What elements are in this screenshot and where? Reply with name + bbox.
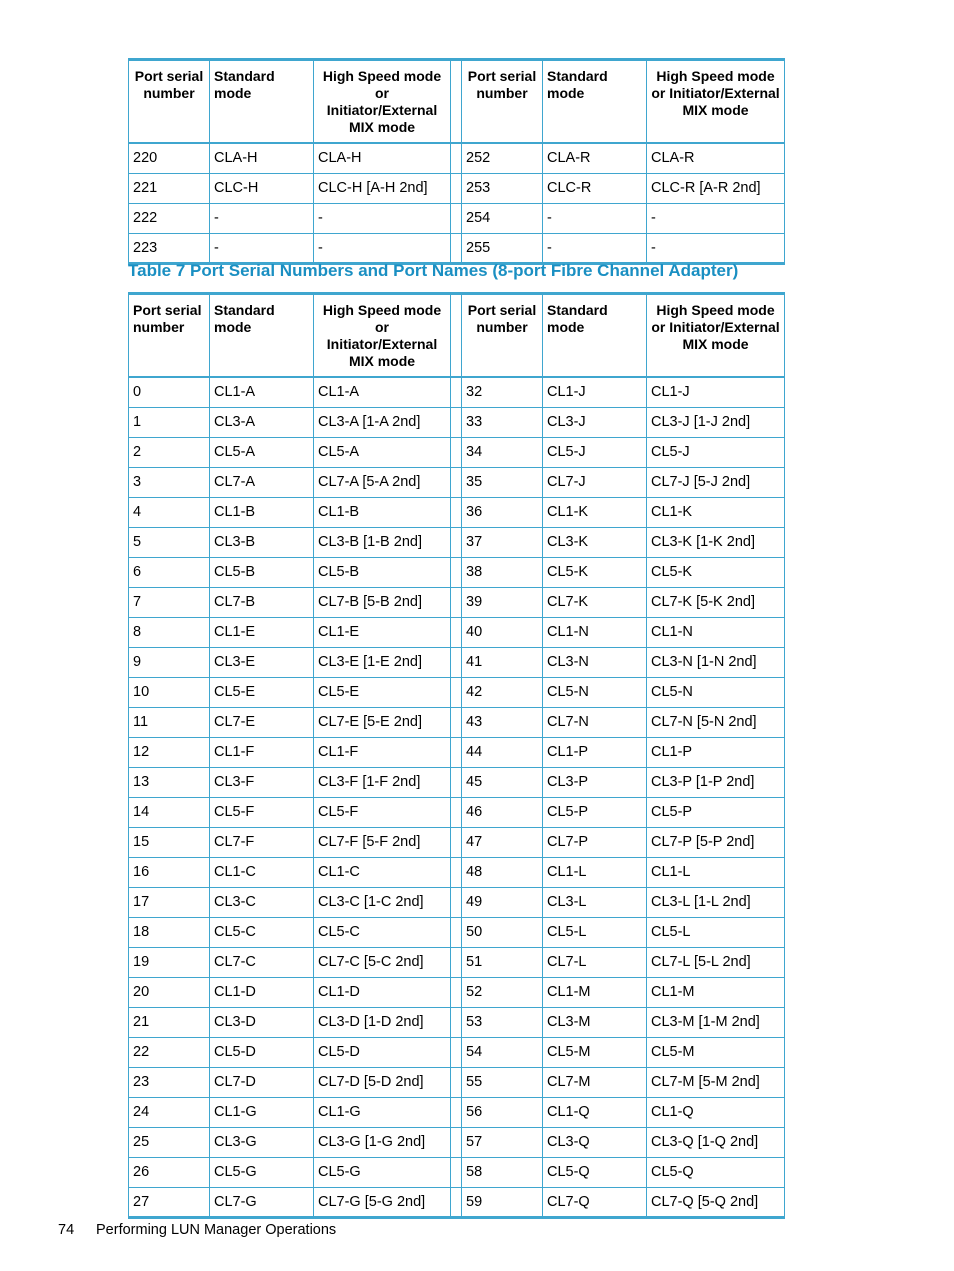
standard-mode-cell: CL5-E	[210, 677, 314, 707]
table-row	[129, 143, 785, 173]
high-speed-mode-cell: CL5-G	[314, 1157, 451, 1187]
table-row	[129, 233, 785, 263]
port-serial-cell: 16	[129, 857, 210, 887]
standard-mode-cell: CL3-N	[543, 647, 647, 677]
column-gap	[451, 407, 462, 437]
port-serial-cell: 58	[462, 1157, 543, 1187]
table-row	[129, 437, 785, 467]
header-port-serial: Port serial number	[129, 60, 210, 144]
section-title: Performing LUN Manager Operations	[96, 1222, 337, 1238]
port-serial-cell: 5	[129, 527, 210, 557]
standard-mode-cell: -	[543, 203, 647, 233]
column-gap	[451, 857, 462, 887]
table-row	[129, 1187, 785, 1217]
high-speed-mode-cell: CL7-K [5-K 2nd]	[647, 587, 785, 617]
port-serial-cell: 32	[462, 377, 543, 407]
high-speed-mode-cell: CL5-D	[314, 1037, 451, 1067]
port-serial-cell: 253	[462, 173, 543, 203]
standard-mode-cell: CL1-L	[543, 857, 647, 887]
column-gap	[451, 467, 462, 497]
standard-mode-cell: CL3-J	[543, 407, 647, 437]
standard-mode-cell: CL7-K	[543, 587, 647, 617]
high-speed-mode-cell: CL3-M [1-M 2nd]	[647, 1007, 785, 1037]
table-row	[129, 767, 785, 797]
standard-mode-cell: CL1-F	[210, 737, 314, 767]
port-serial-cell: 48	[462, 857, 543, 887]
standard-mode-cell: CL5-M	[543, 1037, 647, 1067]
high-speed-mode-cell: -	[647, 203, 785, 233]
standard-mode-cell: CL1-E	[210, 617, 314, 647]
table-row	[129, 407, 785, 437]
port-serial-cell: 18	[129, 917, 210, 947]
standard-mode-cell: CL3-P	[543, 767, 647, 797]
column-gap	[451, 617, 462, 647]
port-serial-cell: 35	[462, 467, 543, 497]
column-gap	[451, 977, 462, 1007]
standard-mode-cell: CL5-A	[210, 437, 314, 467]
standard-mode-cell: CL1-P	[543, 737, 647, 767]
high-speed-mode-cell: CLC-R [A-R 2nd]	[647, 173, 785, 203]
table-row	[129, 677, 785, 707]
port-serial-cell: 15	[129, 827, 210, 857]
page-footer	[58, 1222, 336, 1238]
port-serial-cell: 38	[462, 557, 543, 587]
standard-mode-cell: CL3-B	[210, 527, 314, 557]
port-serial-cell: 43	[462, 707, 543, 737]
port-serial-cell: 39	[462, 587, 543, 617]
high-speed-mode-cell: CL7-E [5-E 2nd]	[314, 707, 451, 737]
standard-mode-cell: CL1-M	[543, 977, 647, 1007]
high-speed-mode-cell: CL7-Q [5-Q 2nd]	[647, 1187, 785, 1217]
table-body	[129, 377, 785, 1217]
column-gap	[451, 143, 462, 173]
standard-mode-cell: CL7-N	[543, 707, 647, 737]
port-serial-cell: 54	[462, 1037, 543, 1067]
standard-mode-cell: -	[210, 203, 314, 233]
port-serial-cell: 6	[129, 557, 210, 587]
table-row	[129, 587, 785, 617]
port-serial-cell: 17	[129, 887, 210, 917]
column-gap	[451, 647, 462, 677]
header-standard-mode: Standard mode	[543, 294, 647, 378]
high-speed-mode-cell: CL7-P [5-P 2nd]	[647, 827, 785, 857]
port-serial-cell: 223	[129, 233, 210, 263]
high-speed-mode-cell: CL3-L [1-L 2nd]	[647, 887, 785, 917]
standard-mode-cell: CL3-C	[210, 887, 314, 917]
port-serial-cell: 41	[462, 647, 543, 677]
high-speed-mode-cell: CL5-M	[647, 1037, 785, 1067]
high-speed-mode-cell: CL1-K	[647, 497, 785, 527]
header-port-serial: Port serial number	[462, 60, 543, 144]
standard-mode-cell: CL5-D	[210, 1037, 314, 1067]
table-row	[129, 947, 785, 977]
port-serial-cell: 34	[462, 437, 543, 467]
table-row	[129, 467, 785, 497]
port-serial-cell: 1	[129, 407, 210, 437]
header-high-speed-mode: High Speed mode or Initiator/External MIX mode	[647, 294, 785, 378]
table-row	[129, 1067, 785, 1097]
high-speed-mode-cell: CLA-R	[647, 143, 785, 173]
standard-mode-cell: CL5-Q	[543, 1157, 647, 1187]
standard-mode-cell: CLA-H	[210, 143, 314, 173]
standard-mode-cell: CL3-E	[210, 647, 314, 677]
port-serial-cell: 11	[129, 707, 210, 737]
table-row	[129, 617, 785, 647]
port-serial-cell: 221	[129, 173, 210, 203]
high-speed-mode-cell: CL7-L [5-L 2nd]	[647, 947, 785, 977]
standard-mode-cell: CL5-N	[543, 677, 647, 707]
high-speed-mode-cell: CL5-F	[314, 797, 451, 827]
standard-mode-cell: CL1-Q	[543, 1097, 647, 1127]
column-gap	[451, 437, 462, 467]
column-gap	[451, 947, 462, 977]
standard-mode-cell: CL7-M	[543, 1067, 647, 1097]
column-gap	[451, 767, 462, 797]
high-speed-mode-cell: CL3-E [1-E 2nd]	[314, 647, 451, 677]
table-row	[129, 887, 785, 917]
table-row	[129, 917, 785, 947]
standard-mode-cell: CL3-Q	[543, 1127, 647, 1157]
high-speed-mode-cell: CL3-F [1-F 2nd]	[314, 767, 451, 797]
standard-mode-cell: CL3-A	[210, 407, 314, 437]
table-header-row	[129, 60, 785, 144]
high-speed-mode-cell: CL7-J [5-J 2nd]	[647, 467, 785, 497]
port-serial-cell: 26	[129, 1157, 210, 1187]
header-port-serial: Port serial number	[462, 294, 543, 378]
table-row	[129, 377, 785, 407]
column-gap	[451, 497, 462, 527]
table-row	[129, 557, 785, 587]
high-speed-mode-cell: CL7-F [5-F 2nd]	[314, 827, 451, 857]
column-gap	[451, 887, 462, 917]
port-serial-cell: 12	[129, 737, 210, 767]
port-serial-cell: 22	[129, 1037, 210, 1067]
table-row	[129, 527, 785, 557]
table-row	[129, 1097, 785, 1127]
table-row	[129, 1007, 785, 1037]
port-serial-cell: 9	[129, 647, 210, 677]
high-speed-mode-cell: CL5-E	[314, 677, 451, 707]
high-speed-mode-cell: CL3-C [1-C 2nd]	[314, 887, 451, 917]
column-gap	[451, 173, 462, 203]
port-serial-cell: 3	[129, 467, 210, 497]
high-speed-mode-cell: CL5-K	[647, 557, 785, 587]
high-speed-mode-cell: CLC-H [A-H 2nd]	[314, 173, 451, 203]
column-gap	[451, 1157, 462, 1187]
standard-mode-cell: CL5-F	[210, 797, 314, 827]
port-serial-cell: 2	[129, 437, 210, 467]
port-serial-cell: 33	[462, 407, 543, 437]
high-speed-mode-cell: CL1-C	[314, 857, 451, 887]
high-speed-mode-cell: CL3-G [1-G 2nd]	[314, 1127, 451, 1157]
standard-mode-cell: CL3-F	[210, 767, 314, 797]
high-speed-mode-cell: CL7-N [5-N 2nd]	[647, 707, 785, 737]
table-body	[129, 143, 785, 263]
port-serial-cell: 20	[129, 977, 210, 1007]
table-row	[129, 497, 785, 527]
standard-mode-cell: CL5-K	[543, 557, 647, 587]
port-serial-cell: 47	[462, 827, 543, 857]
standard-mode-cell: CL3-D	[210, 1007, 314, 1037]
port-serial-cell: 40	[462, 617, 543, 647]
port-serial-cell: 25	[129, 1127, 210, 1157]
standard-mode-cell: CL7-D	[210, 1067, 314, 1097]
standard-mode-cell: CL7-Q	[543, 1187, 647, 1217]
high-speed-mode-cell: CL3-P [1-P 2nd]	[647, 767, 785, 797]
port-serial-cell: 19	[129, 947, 210, 977]
standard-mode-cell: CL1-K	[543, 497, 647, 527]
high-speed-mode-cell: CL1-B	[314, 497, 451, 527]
port-serial-cell: 24	[129, 1097, 210, 1127]
column-gap	[451, 1127, 462, 1157]
column-gap	[451, 377, 462, 407]
high-speed-mode-cell: CL1-N	[647, 617, 785, 647]
standard-mode-cell: CL7-J	[543, 467, 647, 497]
high-speed-mode-cell: CL7-D [5-D 2nd]	[314, 1067, 451, 1097]
standard-mode-cell: CL1-D	[210, 977, 314, 1007]
table-row	[129, 977, 785, 1007]
high-speed-mode-cell: CL1-G	[314, 1097, 451, 1127]
port-serial-cell: 254	[462, 203, 543, 233]
column-gap	[451, 827, 462, 857]
high-speed-mode-cell: CLA-H	[314, 143, 451, 173]
standard-mode-cell: CL7-A	[210, 467, 314, 497]
standard-mode-cell: -	[543, 233, 647, 263]
standard-mode-cell: CL7-C	[210, 947, 314, 977]
port-table-8-port	[128, 292, 785, 1219]
table-row	[129, 737, 785, 767]
high-speed-mode-cell: CL1-J	[647, 377, 785, 407]
high-speed-mode-cell: CL5-N	[647, 677, 785, 707]
standard-mode-cell: CL3-K	[543, 527, 647, 557]
standard-mode-cell: CL1-G	[210, 1097, 314, 1127]
column-gap	[451, 527, 462, 557]
table-row	[129, 827, 785, 857]
port-serial-cell: 46	[462, 797, 543, 827]
port-serial-cell: 55	[462, 1067, 543, 1097]
standard-mode-cell: CL7-B	[210, 587, 314, 617]
port-serial-cell: 222	[129, 203, 210, 233]
port-serial-cell: 37	[462, 527, 543, 557]
high-speed-mode-cell: CL7-A [5-A 2nd]	[314, 467, 451, 497]
port-serial-cell: 59	[462, 1187, 543, 1217]
high-speed-mode-cell: CL3-A [1-A 2nd]	[314, 407, 451, 437]
port-serial-cell: 49	[462, 887, 543, 917]
table-caption: Table 7 Port Serial Numbers and Port Names (8-port Fibre Channel Adapter)	[128, 261, 739, 280]
table-row	[129, 1157, 785, 1187]
column-gap	[451, 557, 462, 587]
column-gap	[451, 1067, 462, 1097]
header-standard-mode: Standard mode	[210, 294, 314, 378]
standard-mode-cell: CL7-L	[543, 947, 647, 977]
table-row	[129, 1037, 785, 1067]
column-gap	[451, 1037, 462, 1067]
port-serial-cell: 14	[129, 797, 210, 827]
header-standard-mode: Standard mode	[543, 60, 647, 144]
standard-mode-cell: CL7-E	[210, 707, 314, 737]
high-speed-mode-cell: CL5-L	[647, 917, 785, 947]
standard-mode-cell: CL3-G	[210, 1127, 314, 1157]
header-high-speed-mode: High Speed mode or Initiator/External MIX mode	[314, 60, 451, 144]
port-serial-cell: 23	[129, 1067, 210, 1097]
standard-mode-cell: CLA-R	[543, 143, 647, 173]
high-speed-mode-cell: CL3-Q [1-Q 2nd]	[647, 1127, 785, 1157]
table-row	[129, 797, 785, 827]
table-row	[129, 173, 785, 203]
standard-mode-cell: CL7-F	[210, 827, 314, 857]
port-serial-cell: 7	[129, 587, 210, 617]
port-serial-cell: 0	[129, 377, 210, 407]
column-gap	[451, 737, 462, 767]
port-serial-cell: 57	[462, 1127, 543, 1157]
port-serial-cell: 27	[129, 1187, 210, 1217]
high-speed-mode-cell: CL3-B [1-B 2nd]	[314, 527, 451, 557]
standard-mode-cell: CL7-G	[210, 1187, 314, 1217]
port-serial-cell: 52	[462, 977, 543, 1007]
table-row	[129, 707, 785, 737]
high-speed-mode-cell: CL7-M [5-M 2nd]	[647, 1067, 785, 1097]
high-speed-mode-cell: CL1-L	[647, 857, 785, 887]
port-serial-cell: 36	[462, 497, 543, 527]
column-gap	[451, 677, 462, 707]
column-gap	[451, 203, 462, 233]
header-high-speed-mode: High Speed mode or Initiator/External MIX mode	[647, 60, 785, 144]
column-gap	[451, 1097, 462, 1127]
high-speed-mode-cell: CL5-B	[314, 557, 451, 587]
high-speed-mode-cell: CL5-C	[314, 917, 451, 947]
high-speed-mode-cell: -	[647, 233, 785, 263]
high-speed-mode-cell: CL3-D [1-D 2nd]	[314, 1007, 451, 1037]
standard-mode-cell: CL1-C	[210, 857, 314, 887]
column-gap	[451, 797, 462, 827]
port-serial-cell: 10	[129, 677, 210, 707]
column-gap	[451, 233, 462, 263]
standard-mode-cell: CL1-J	[543, 377, 647, 407]
port-table-continued	[128, 58, 785, 265]
column-gap	[451, 707, 462, 737]
table-row	[129, 857, 785, 887]
port-serial-cell: 45	[462, 767, 543, 797]
high-speed-mode-cell: CL5-P	[647, 797, 785, 827]
standard-mode-cell: CL1-N	[543, 617, 647, 647]
header-port-serial: Port serial number	[129, 294, 210, 378]
port-serial-cell: 21	[129, 1007, 210, 1037]
table-row	[129, 1127, 785, 1157]
standard-mode-cell: CL1-B	[210, 497, 314, 527]
high-speed-mode-cell: CL1-A	[314, 377, 451, 407]
port-serial-cell: 56	[462, 1097, 543, 1127]
high-speed-mode-cell: -	[314, 203, 451, 233]
column-gap	[451, 1187, 462, 1217]
high-speed-mode-cell: CL3-K [1-K 2nd]	[647, 527, 785, 557]
port-serial-cell: 255	[462, 233, 543, 263]
column-gap	[451, 294, 462, 378]
standard-mode-cell: CL5-P	[543, 797, 647, 827]
column-gap	[451, 587, 462, 617]
high-speed-mode-cell: CL5-A	[314, 437, 451, 467]
high-speed-mode-cell: CL1-P	[647, 737, 785, 767]
high-speed-mode-cell: CL1-Q	[647, 1097, 785, 1127]
column-gap	[451, 60, 462, 144]
table-row	[129, 647, 785, 677]
high-speed-mode-cell: CL3-J [1-J 2nd]	[647, 407, 785, 437]
port-serial-cell: 44	[462, 737, 543, 767]
high-speed-mode-cell: CL7-G [5-G 2nd]	[314, 1187, 451, 1217]
port-serial-cell: 50	[462, 917, 543, 947]
header-high-speed-mode: High Speed mode or Initiator/External MIX mode	[314, 294, 451, 378]
table-row	[129, 203, 785, 233]
standard-mode-cell: CL5-L	[543, 917, 647, 947]
port-serial-cell: 13	[129, 767, 210, 797]
standard-mode-cell: CL3-L	[543, 887, 647, 917]
port-serial-cell: 42	[462, 677, 543, 707]
standard-mode-cell: CLC-R	[543, 173, 647, 203]
port-serial-cell: 8	[129, 617, 210, 647]
high-speed-mode-cell: CL3-N [1-N 2nd]	[647, 647, 785, 677]
page-number: 74	[58, 1222, 75, 1238]
high-speed-mode-cell: CL1-D	[314, 977, 451, 1007]
standard-mode-cell: CL1-A	[210, 377, 314, 407]
standard-mode-cell: -	[210, 233, 314, 263]
column-gap	[451, 1007, 462, 1037]
port-serial-cell: 252	[462, 143, 543, 173]
standard-mode-cell: CL5-G	[210, 1157, 314, 1187]
high-speed-mode-cell: CL5-J	[647, 437, 785, 467]
standard-mode-cell: CL7-P	[543, 827, 647, 857]
standard-mode-cell: CLC-H	[210, 173, 314, 203]
high-speed-mode-cell: CL5-Q	[647, 1157, 785, 1187]
column-gap	[451, 917, 462, 947]
high-speed-mode-cell: -	[314, 233, 451, 263]
port-serial-cell: 53	[462, 1007, 543, 1037]
high-speed-mode-cell: CL1-M	[647, 977, 785, 1007]
high-speed-mode-cell: CL7-B [5-B 2nd]	[314, 587, 451, 617]
standard-mode-cell: CL5-C	[210, 917, 314, 947]
high-speed-mode-cell: CL1-F	[314, 737, 451, 767]
high-speed-mode-cell: CL1-E	[314, 617, 451, 647]
standard-mode-cell: CL3-M	[543, 1007, 647, 1037]
table-header-row	[129, 294, 785, 378]
port-serial-cell: 4	[129, 497, 210, 527]
header-standard-mode: Standard mode	[210, 60, 314, 144]
high-speed-mode-cell: CL7-C [5-C 2nd]	[314, 947, 451, 977]
port-serial-cell: 51	[462, 947, 543, 977]
port-serial-cell: 220	[129, 143, 210, 173]
standard-mode-cell: CL5-J	[543, 437, 647, 467]
standard-mode-cell: CL5-B	[210, 557, 314, 587]
